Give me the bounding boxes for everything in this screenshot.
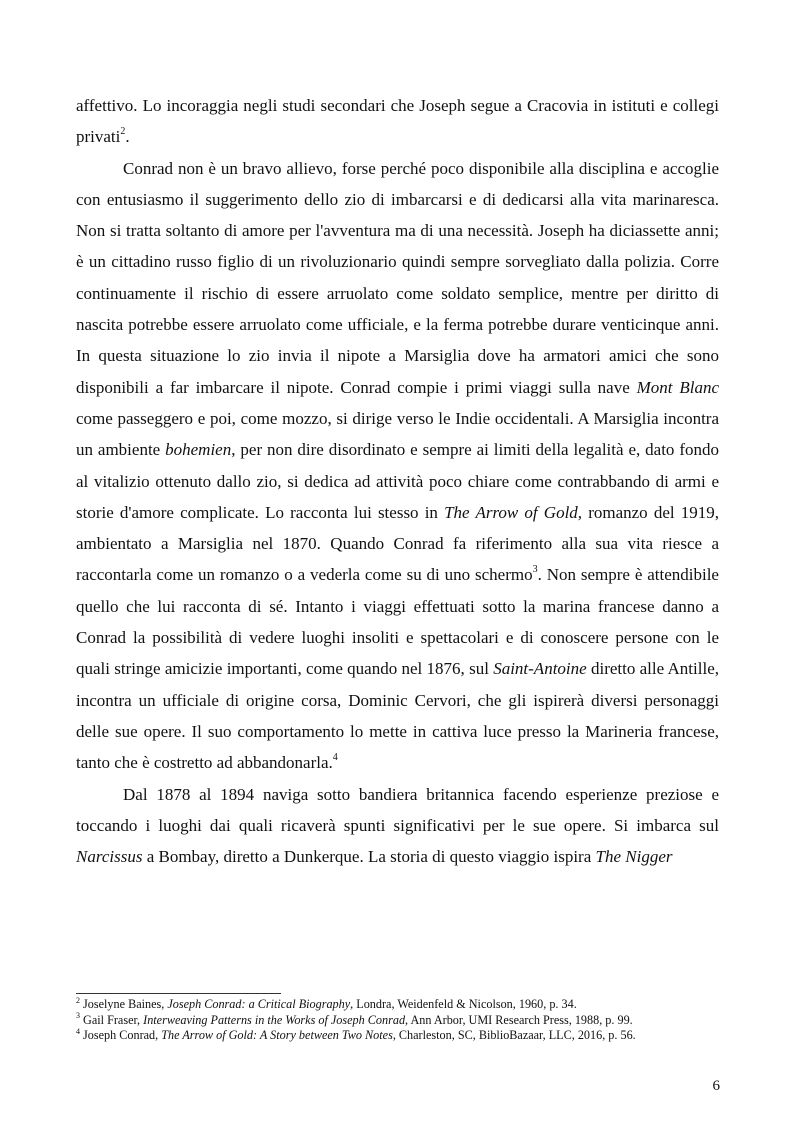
text-run: diretto alle Antille, incontra un ufficiale di origine corsa, Dominic Cervori, che gli ispirerà diversi personaggi delle sue opere. Il suo comportamento lo mette in cattiva luce presso la Marineria francese, tanto che è costretto ad abbandonarla. <box>76 659 719 773</box>
footnote-reference: 4 <box>332 751 338 763</box>
text-run: Gail Fraser, <box>80 1012 144 1027</box>
text-run: Conrad non è un bravo allievo, forse perché poco disponibile alla disciplina e accoglie con entusiasmo il suggerimento dello zio di imbarcarsi e di dedicarsi alla vita marinaresca. Non si tratta soltanto di amore per l'avventura ma di una necessità. Joseph ha diciassette anni; è un cittadino russo figlio di un rivoluzionario quindi sempre sorvegliato dalla polizia. Corre continuamente il rischio di essere arruolato come soldato semplice, mentre per diritto di nascita potrebbe essere arruolato come ufficiale, e la ferma potrebbe durare venticinque anni. In questa situazione lo zio invia il nipote a Marsiglia dove ha armatori amici che sono disponibili a far imbarcare il nipote. Conrad compie i primi viaggi sulla nave <box>76 158 719 397</box>
text-run: a Bombay, diretto a Dunkerque. La storia di questo viaggio ispira <box>142 847 596 867</box>
text-run: . <box>125 127 130 147</box>
italic-text: Saint-Antoine <box>493 659 587 679</box>
paragraph <box>76 153 719 779</box>
italic-text: Joseph Conrad: a Critical Biography <box>167 997 351 1011</box>
text-run: Joselyne Baines, <box>80 997 168 1011</box>
footnote-number: 2 <box>76 995 80 1005</box>
footnote <box>76 997 719 1013</box>
footnote-number: 4 <box>76 1026 80 1036</box>
text-run: romanzo del 1919, ambientato a Marsiglia nel 1870. Quando Conrad fa riferimento alla sua vita riesce a raccontarla come un romanzo o a vederla come su di uno schermo <box>76 502 719 585</box>
footnote <box>76 1028 719 1044</box>
italic-text: Interweaving Patterns in the Works of Joseph Conrad <box>143 1012 406 1027</box>
italic-text: Mont Blanc <box>636 377 719 397</box>
body-text <box>76 90 719 872</box>
italic-text: bohemien <box>165 440 232 460</box>
text-run: , Londra, Weidenfeld & Nicolson, 1960, p. 34. <box>350 997 577 1011</box>
text-run: . Non sempre è attendibile quello che lui racconta di sé. Intanto i viaggi effettuati sotto la marina francese danno a Conrad la possibilità di vedere luoghi insoliti e spettacolari e di conoscere persone con le quali stringe amicizie importanti, come quando nel 1876, sul <box>76 565 719 679</box>
text-run: , Ann Arbor, UMI Research Press, 1988, p. 99. <box>405 1012 633 1027</box>
text-run: Dal 1878 al 1894 naviga sotto bandiera britannica facendo esperienze preziose e toccando i luoghi dai quali ricaverà spunti significativi per le sue opere. Si imbarca sul <box>76 784 719 835</box>
text-run: come passeggero e poi, come mozzo, si dirige verso le Indie occidentali. A Marsiglia incontra un ambiente <box>76 408 719 460</box>
paragraph <box>76 779 719 873</box>
paragraph <box>76 90 719 153</box>
italic-text: Narcissus <box>76 847 143 867</box>
text-run: affettivo. Lo incoraggia negli studi secondari che Joseph segue a Cracovia in istituti e collegi privati <box>76 96 719 147</box>
page-number: 6 <box>712 1078 720 1094</box>
text-run: , Charleston, SC, BiblioBazaar, LLC, 2016, p. 56. <box>392 1028 636 1042</box>
text-run: , per non dire disordinato e sempre ai limiti della legalità e, dato fondo al vitalizio ottenuto dallo zio, si dedica ad attività poco chiare come contrabbando di armi e storie d'amore complicate. Lo racconta lui stesso in <box>76 440 719 522</box>
footnote-number: 3 <box>76 1011 80 1021</box>
text-run: Joseph Conrad, <box>80 1028 162 1042</box>
italic-text: The Arrow of Gold, <box>444 502 583 522</box>
italic-text: The Nigger <box>595 847 673 867</box>
footnote-reference: 3 <box>532 563 538 575</box>
footnotes <box>76 997 719 1044</box>
footnote-reference: 2 <box>120 125 126 137</box>
footnote <box>76 1013 719 1029</box>
footnote-separator <box>76 993 281 994</box>
italic-text: The Arrow of Gold: A Story between Two Notes <box>161 1028 393 1042</box>
